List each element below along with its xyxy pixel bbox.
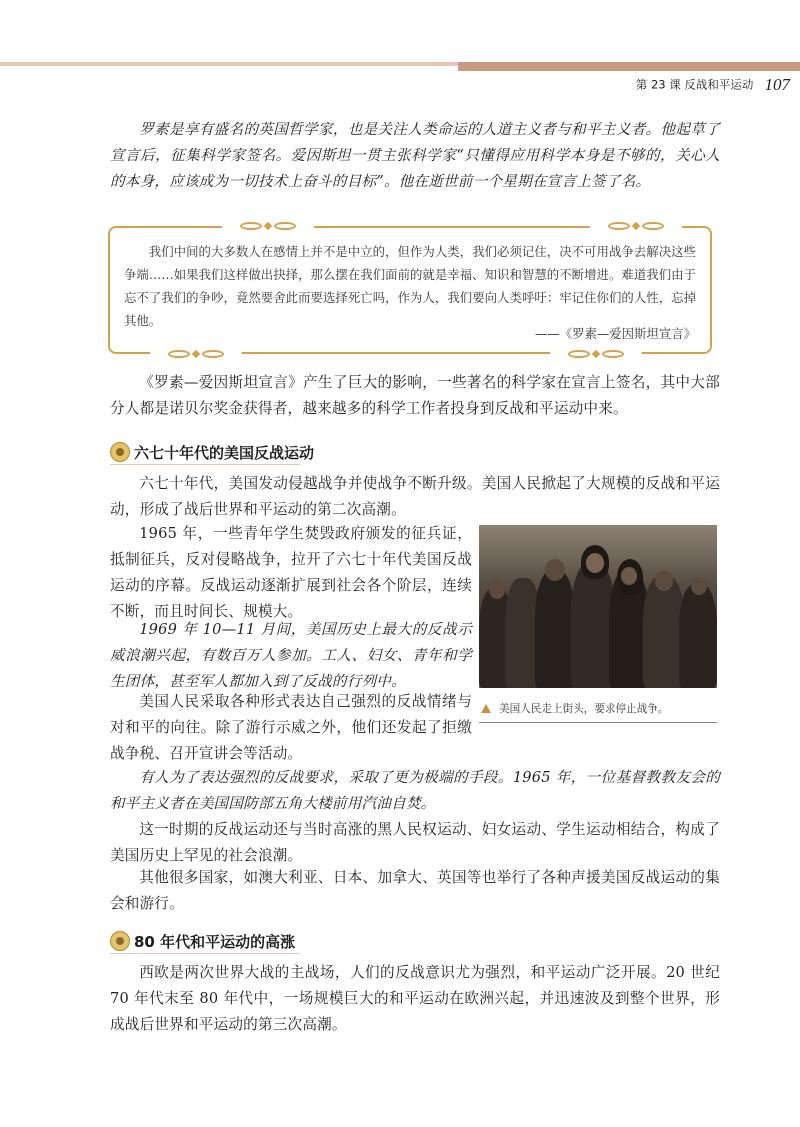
ornament-icon [550, 348, 642, 360]
section-underline [110, 953, 300, 954]
lesson-title: 第 23 课 反战和平运动 [635, 77, 754, 92]
paragraph-manifesto-impact: 《罗素—爱因斯坦宣言》产生了巨大的影响，一些著名的科学家在宣言上签名，其中大部分人都是诺贝尔奖金获得者，越来越多的科学工作者投身到反战和平运动中来。 [110, 374, 720, 417]
section-title: 80 年代和平运动的高涨 [134, 932, 296, 951]
header-tab [458, 62, 800, 71]
section-heading-1960s [110, 441, 314, 463]
paragraph-self-immolation: 有人为了表达强烈的反战要求，采取了更为极端的手段。1965 年，一位基督教教友会的和平主义者在美国国防部五角大楼前用汽油自焚。 [110, 769, 720, 812]
medal-icon [110, 931, 130, 951]
paragraph-social-movements: 这一时期的反战运动还与当时高涨的黑人民权运动、妇女运动、学生运动相结合，构成了美国历史上罕见的社会浪潮。 [110, 821, 720, 864]
quote-box [108, 226, 712, 354]
paragraph-forms-of-protest: 美国人民采取各种形式表达自己强烈的反战情绪与对和平的向往。除了游行示威之外，他们还发起了拒缴战争税、召开宣讲会等活动。 [110, 693, 472, 762]
ornament-icon [222, 220, 314, 232]
quote-source: ——《罗素—爱因斯坦宣言》 [534, 326, 696, 341]
running-head [560, 74, 790, 94]
paragraph-vietnam-war: 六七十年代，美国发动侵越战争并使战争不断升级。美国人民掀起了大规模的反战和平运动，形成了战后世界和平运动的第二次高潮。 [110, 475, 720, 518]
section-heading-1980s [110, 930, 295, 952]
ornament-icon [590, 220, 682, 232]
medal-icon [110, 442, 130, 462]
photo-caption: 美国人民走上街头，要求停止战争。 [499, 702, 669, 715]
section-underline [110, 464, 300, 465]
paragraph-international-support: 其他很多国家，如澳大利亚、日本、加拿大、英国等也举行了各种声援美国反战运动的集会和游行。 [110, 869, 720, 912]
photo-caption-bar [479, 697, 717, 719]
paragraph-1965-draft: 1965 年，一些青年学生焚毁政府颁发的征兵证，抵制征兵，反对侵略战争，拉开了六七十年代美国反战运动的序幕。反战运动逐渐扩展到社会各个阶层，连续不断，而且时间长、规模大。 [110, 525, 472, 620]
protest-photo [479, 525, 717, 688]
page-number: 107 [764, 74, 790, 94]
caption-marker-icon [481, 704, 491, 713]
paragraph-western-europe: 西欧是两次世界大战的主战场，人们的反战意识尤为强烈，和平运动广泛开展。20 世纪 70 年代末至 80 年代中，一场规模巨大的和平运动在欧洲兴起，并迅速波及到整个世界，形成战后世界和平运动的第三次高潮。 [110, 964, 720, 1033]
ornament-icon [150, 348, 242, 360]
paragraph-1969-protests: 1969 年 10—11 月间，美国历史上最大的反战示威浪潮兴起，有数百万人参加。工人、妇女、青年和学生团体，甚至军人都加入到了反战的行列中。 [110, 621, 472, 690]
caption-rule [479, 722, 717, 723]
paragraph-russell: 罗素是享有盛名的英国哲学家，也是关注人类命运的人道主义者与和平主义者。他起草了宣言后，征集科学家签名。爱因斯坦一贯主张科学家“只懂得应用科学本身是不够的，关心人的本身，应该成为一切技术上奋斗的目标”。他在逝世前一个星期在宣言上签了名。 [110, 121, 720, 190]
quote-text: 我们中间的大多数人在感情上并不是中立的，但作为人类，我们必须记住，决不可用战争去解决这些争端……如果我们这样做出抉择，那么摆在我们面前的就是幸福、知识和智慧的不断增进。难道我们由于忘不了我们的争吵，竟然要舍此而要选择死亡吗，作为人，我们要向人类呼吁：牢记住你们的人性，忘掉其他。 [124, 244, 696, 328]
section-title: 六七十年代的美国反战运动 [134, 443, 315, 462]
